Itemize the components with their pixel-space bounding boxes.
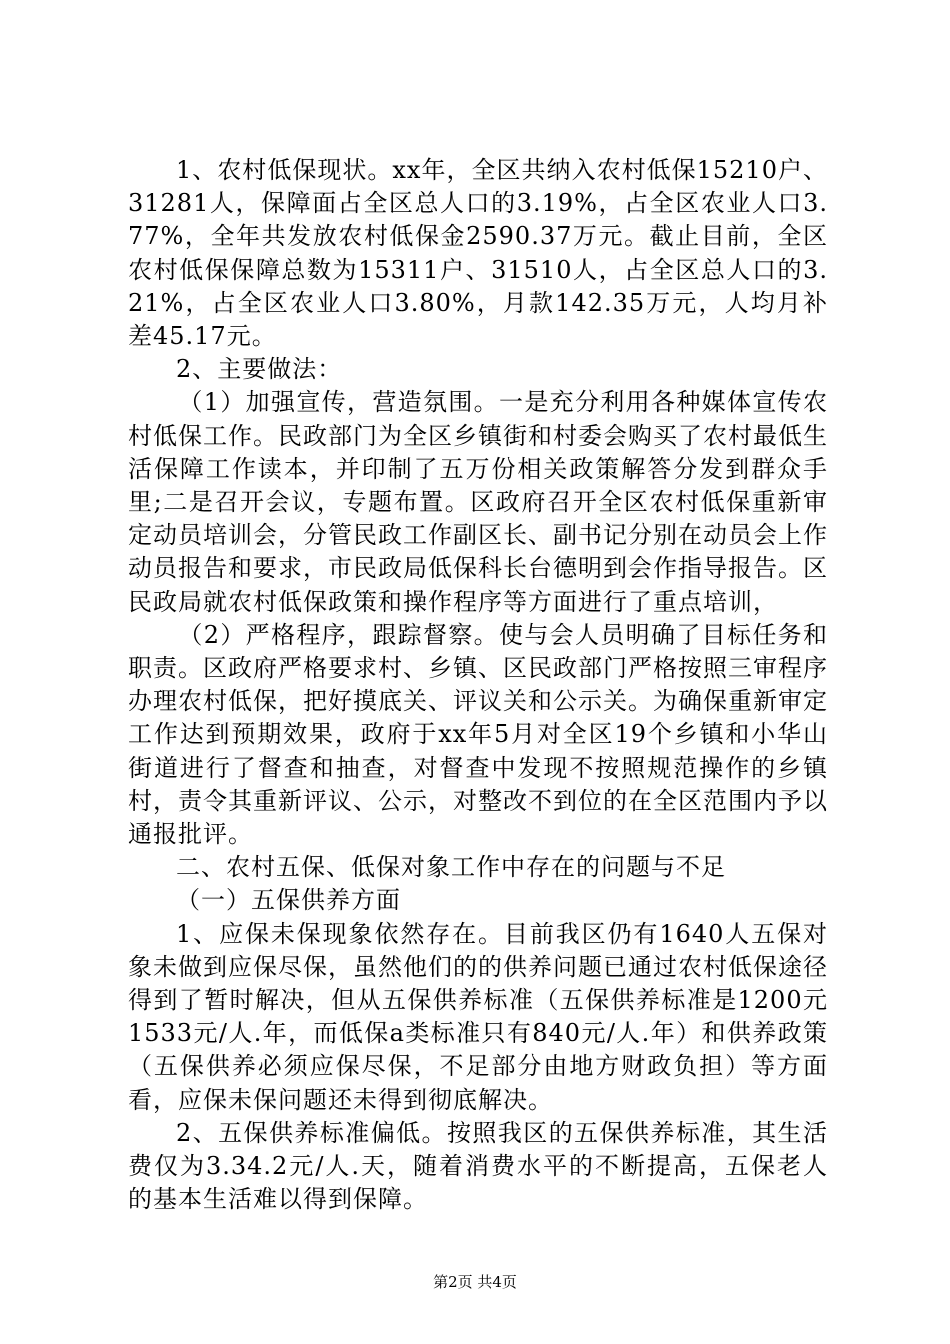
page-number: 第2页 共4页: [433, 1273, 517, 1291]
paragraph-low-standard: 2、五保供养标准偏低。按照我区的五保供养标准，其生活费仅为3.34.2元/人.天，随着消费水平的不断提高，五保老人的基本生活难以得到保障。: [128, 1118, 828, 1214]
paragraph-procedure-supervision: （2）严格程序，跟踪督察。使与会人员明确了目标任务和职责。区政府严格要求村、乡镇、区民政部门严格按照三审程序办理农村低保，把好摸底关、评议关和公示关。为确保重新审定工作达到预期效果，政府于xx年5月对全区19个乡镇和小华山街道进行了督查和抽查，对督查中发现不按照规范操作的乡镇村，责令其重新评议、公示，对整改不到位的在全区范围内予以通报批评。: [128, 620, 828, 849]
document-body: [128, 154, 828, 1217]
paragraph-coverage-gap: 1、应保未保现象依然存在。目前我区仍有1640人五保对象未做到应保尽保，虽然他们的的供养问题已通过农村低保途径得到了暂时解决，但从五保供养标准（五保供养标准是1200元1533元/人.年，而低保a类标准只有840元/人.年）和供养政策（五保供养必须应保尽保，不足部分由地方财政负担）等方面看，应保未保问题还未得到彻底解决。: [128, 919, 828, 1114]
page-footer: [0, 1272, 950, 1292]
section-heading-problems: 二、农村五保、低保对象工作中存在的问题与不足: [176, 853, 726, 882]
subsection-heading-five-guarantees: （一）五保供养方面: [176, 886, 401, 915]
paragraph-main-practices-heading: 2、主要做法：: [176, 355, 343, 384]
paragraph-publicity: （1）加强宣传，营造氛围。一是充分利用各种媒体宣传农村低保工作。民政部门为全区乡镇街和村委会购买了农村最低生活保障工作读本，并印制了五万份相关政策解答分发到群众手里;二是召开会议，专题布置。区政府召开全区农村低保重新审定动员培训会，分管民政工作副区长、副书记分别在动员会上作动员报告和要求，市民政局低保科长台德明到会作指导报告。区民政局就农村低保政策和操作程序等方面进行了重点培训，: [128, 388, 828, 616]
paragraph-rural-subsistence-status: 1、农村低保现状。xx年，全区共纳入农村低保15210户、31281人，保障面占全区总人口的3.19%，占全区农业人口3.77%，全年共发放农村低保金2590.37万元。截止目前，全区农村低保保障总数为15311户、31510人，占全区总人口的3.21%，占全区农业人口3.80%，月款142.35万元，人均月补差45.17元。: [128, 156, 828, 351]
